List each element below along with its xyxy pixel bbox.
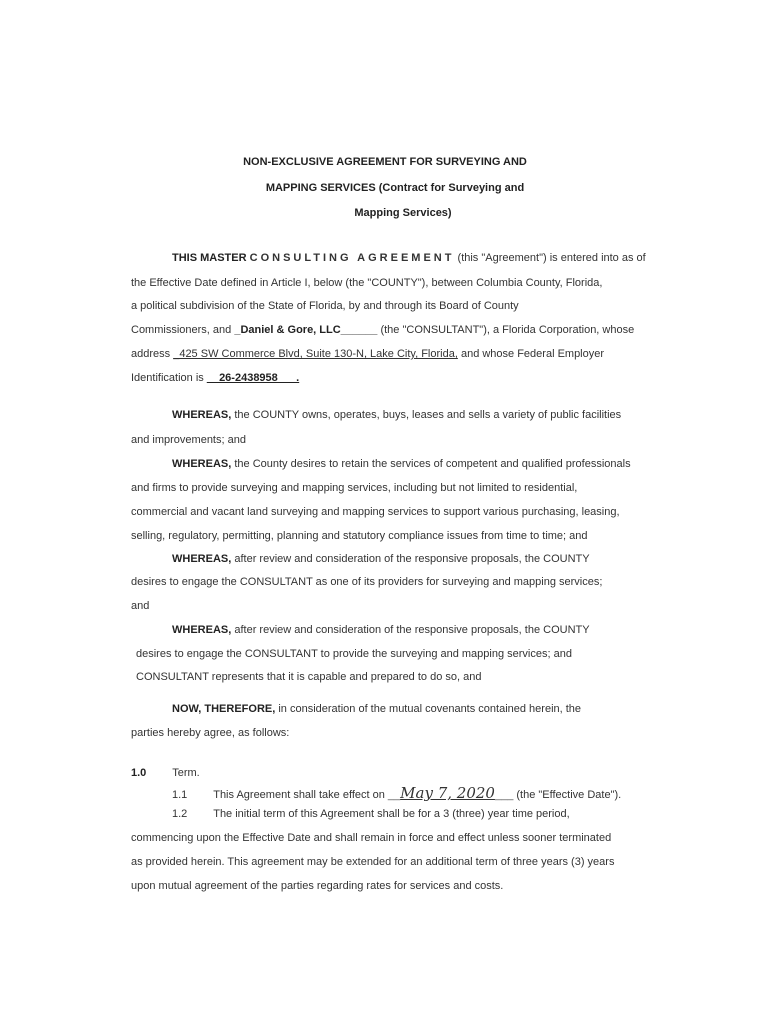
whereas1-line-2: and improvements; and (131, 434, 246, 446)
section-1-heading (131, 767, 200, 779)
title-line-1: NON-EXCLUSIVE AGREEMENT FOR SURVEYING AND (243, 156, 527, 168)
whereas4-line-2: desires to engage the CONSULTANT to provide the surveying and mapping services; and (136, 648, 572, 660)
intro-ein-label: Identification is (131, 372, 204, 384)
consultant-ein: __26-2438958___. (206, 372, 300, 384)
now-therefore-label: NOW, THEREFORE, (172, 703, 276, 715)
intro-address-label: address (131, 348, 171, 360)
section-1-2-line-2: commencing upon the Effective Date and shall remain in force and effect unless sooner terminated (131, 832, 612, 844)
title-line-2: MAPPING SERVICES (Contract for Surveying and (265, 182, 525, 194)
whereas1-line-1 (172, 409, 621, 421)
whereas1-text-1: the COUNTY owns, operates, buys, leases and sells a variety of public facilities (234, 409, 622, 421)
whereas3-line-1 (172, 553, 590, 565)
effective-date-handwritten: May 7, 2020 (400, 784, 495, 802)
whereas3-text-1: after review and consideration of the responsive proposals, the COUNTY (234, 553, 590, 565)
section-1-2-line-3: as provided herein. This agreement may be extended for an additional term of three years (3) years (131, 856, 615, 868)
section-1-2-text-1: The initial term of this Agreement shall be for a 3 (three) year time period, (213, 808, 570, 820)
intro-line-6 (131, 372, 299, 384)
whereas3-line-3: and (131, 600, 150, 612)
title-line-3: Mapping Services) (354, 207, 452, 219)
whereas4-line-1 (172, 624, 590, 636)
whereas3-line-2: desires to engage the CONSULTANT as one of its providers for surveying and mapping services; (131, 576, 603, 588)
now-therefore-line-1 (172, 703, 581, 715)
now-therefore-line-2: parties hereby agree, as follows: (131, 727, 290, 739)
consultant-name: _Daniel & Gore, LLC______ (234, 324, 378, 336)
intro-line-4-rest: (the "CONSULTANT"), a Florida Corporation, whose (380, 324, 635, 336)
section-1-title: Term. (172, 767, 200, 779)
whereas4-line-3: CONSULTANT represents that it is capable and prepared to do so, and (136, 671, 482, 683)
intro-line-4 (131, 324, 634, 336)
intro-consulting-agreement: CONSULTING AGREEMENT (249, 252, 455, 264)
intro-this-master: THIS MASTER (172, 252, 247, 264)
whereas2-line-2: and firms to provide surveying and mapping services, including but not limited to residential, (131, 482, 578, 494)
whereas4-label: WHEREAS, (172, 624, 232, 636)
now-therefore-text-1: in consideration of the mutual covenants contained herein, the (278, 703, 582, 715)
intro-line-5 (131, 348, 604, 360)
intro-line-1-rest: (this "Agreement") is entered into as of (457, 252, 646, 264)
section-1-2-line-4: upon mutual agreement of the parties regarding rates for services and costs. (131, 880, 504, 892)
intro-line-2: the Effective Date defined in Article I, below (the "COUNTY"), between Columbia County, Florida, (131, 277, 603, 289)
whereas2-text-1: the County desires to retain the services of competent and qualified professionals (234, 458, 631, 470)
whereas1-label: WHEREAS, (172, 409, 232, 421)
section-1-1-text: This Agreement shall take effect on (213, 789, 385, 801)
section-1-number: 1.0 (131, 767, 147, 779)
intro-commissioners: Commissioners, and (131, 324, 232, 336)
whereas2-line-4: selling, regulatory, permitting, planning and statutory compliance issues from time to time; and (131, 530, 588, 542)
intro-line-3: a political subdivision of the State of Florida, by and through its Board of County (131, 300, 519, 312)
section-1-1-number: 1.1 (172, 789, 188, 801)
section-1-1-text-end: (the "Effective Date"). (516, 789, 622, 801)
section-1-1: 1.1 This Agreement shall take effect on __May 7, 2020___ (the "Effective Date"). (172, 784, 622, 802)
whereas3-label: WHEREAS, (172, 553, 232, 565)
whereas4-text-1: after review and consideration of the responsive proposals, the COUNTY (234, 624, 590, 636)
whereas2-line-3: commercial and vacant land surveying and mapping services to support various purchasing, leasing, (131, 506, 620, 518)
whereas2-line-1 (172, 458, 631, 470)
whereas2-label: WHEREAS, (172, 458, 232, 470)
consultant-address: _425 SW Commerce Blvd, Suite 130-N, Lake City, Florida, (173, 348, 458, 360)
section-1-2-number: 1.2 (172, 808, 188, 820)
intro-line-5-rest: and whose Federal Employer (460, 348, 605, 360)
section-1-2-line-1 (172, 808, 570, 820)
intro-line-1 (172, 252, 646, 264)
